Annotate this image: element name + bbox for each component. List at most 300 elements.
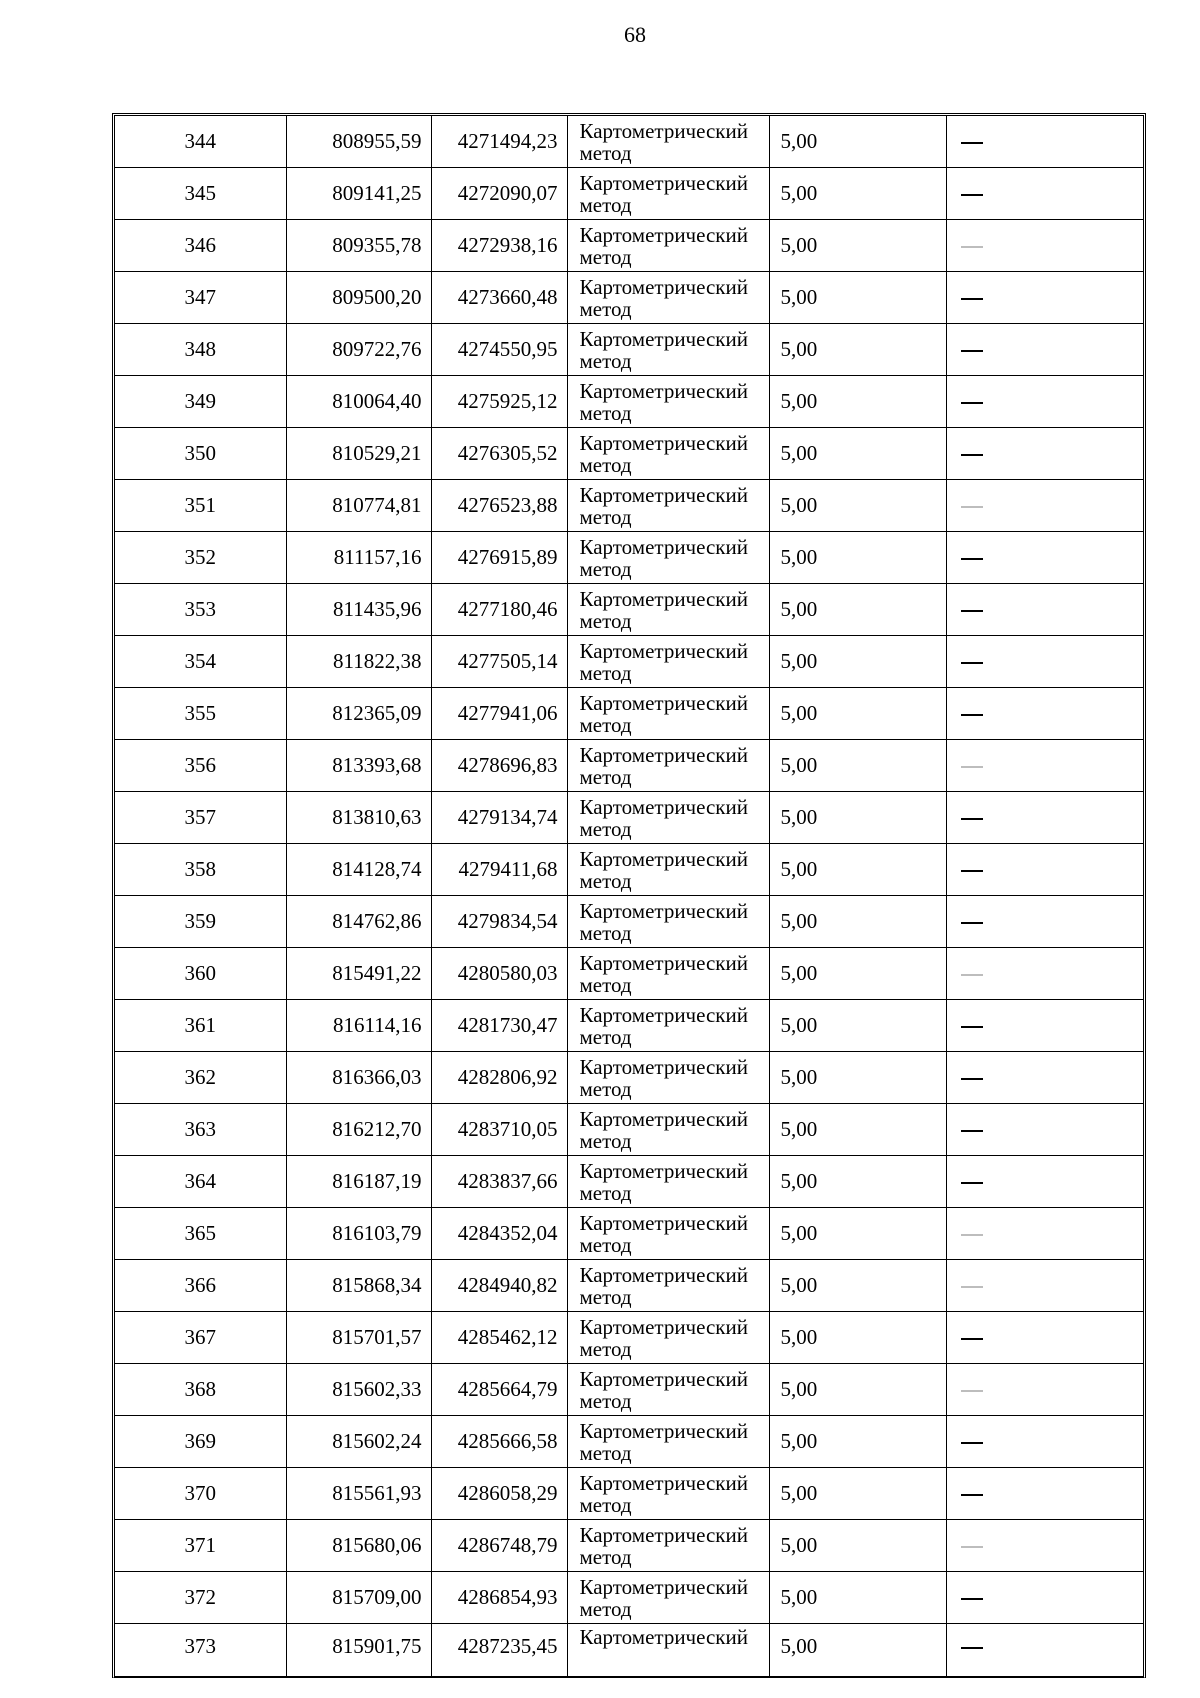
method-line-2: метод bbox=[579, 1180, 632, 1205]
y-coordinate-cell: 4287235,45 bbox=[431, 1624, 567, 1677]
dash-mark bbox=[961, 974, 983, 976]
accuracy-cell: 5,00 bbox=[769, 1520, 946, 1572]
point-number-cell: 353 bbox=[115, 584, 286, 636]
method-line-1: Картометрический bbox=[579, 1054, 748, 1079]
method-line-2: метод bbox=[579, 1128, 632, 1153]
table-row bbox=[115, 1520, 1143, 1572]
x-coordinate-cell: 815709,00 bbox=[286, 1572, 431, 1624]
dash-mark bbox=[961, 558, 983, 560]
note-cell bbox=[946, 1520, 1143, 1572]
note-cell bbox=[946, 1312, 1143, 1364]
method-line-1: Картометрический bbox=[579, 118, 748, 143]
table-row bbox=[115, 792, 1143, 844]
point-number-cell: 352 bbox=[115, 532, 286, 584]
method-line-1: Картометрический bbox=[579, 950, 748, 975]
dash-mark bbox=[961, 1390, 983, 1392]
dash-mark bbox=[961, 298, 983, 300]
table-row bbox=[115, 1468, 1143, 1520]
dash-mark bbox=[961, 1182, 983, 1184]
dash-mark bbox=[961, 610, 983, 612]
method-cell bbox=[567, 1208, 769, 1260]
point-number-cell: 359 bbox=[115, 896, 286, 948]
x-coordinate-cell: 808955,59 bbox=[286, 116, 431, 168]
point-number-cell: 348 bbox=[115, 324, 286, 376]
method-line-1: Картометрический bbox=[579, 1210, 748, 1235]
table-row bbox=[115, 1156, 1143, 1208]
y-coordinate-cell: 4276915,89 bbox=[431, 532, 567, 584]
dash-mark bbox=[961, 766, 983, 768]
method-cell bbox=[567, 1312, 769, 1364]
dash-mark bbox=[961, 1234, 983, 1236]
accuracy-cell: 5,00 bbox=[769, 844, 946, 896]
y-coordinate-cell: 4286058,29 bbox=[431, 1468, 567, 1520]
x-coordinate-cell: 815491,22 bbox=[286, 948, 431, 1000]
method-cell bbox=[567, 1364, 769, 1416]
method-line-1: Картометрический bbox=[579, 534, 748, 559]
point-number-cell: 357 bbox=[115, 792, 286, 844]
accuracy-cell: 5,00 bbox=[769, 272, 946, 324]
point-number-cell: 346 bbox=[115, 220, 286, 272]
note-cell bbox=[946, 1000, 1143, 1052]
dash-mark bbox=[961, 714, 983, 716]
point-number-cell: 370 bbox=[115, 1468, 286, 1520]
accuracy-cell: 5,00 bbox=[769, 896, 946, 948]
x-coordinate-cell: 815701,57 bbox=[286, 1312, 431, 1364]
note-cell bbox=[946, 168, 1143, 220]
note-cell bbox=[946, 480, 1143, 532]
x-coordinate-cell: 811822,38 bbox=[286, 636, 431, 688]
method-cell bbox=[567, 272, 769, 324]
x-coordinate-cell: 815901,75 bbox=[286, 1624, 431, 1677]
y-coordinate-cell: 4278696,83 bbox=[431, 740, 567, 792]
note-cell bbox=[946, 584, 1143, 636]
method-line-2: метод bbox=[579, 1024, 632, 1049]
y-coordinate-cell: 4277180,46 bbox=[431, 584, 567, 636]
accuracy-cell: 5,00 bbox=[769, 792, 946, 844]
y-coordinate-cell: 4285462,12 bbox=[431, 1312, 567, 1364]
dash-mark bbox=[961, 870, 983, 872]
point-number-cell: 366 bbox=[115, 1260, 286, 1312]
accuracy-cell: 5,00 bbox=[769, 1624, 946, 1677]
dash-mark bbox=[961, 350, 983, 352]
dash-mark bbox=[961, 1494, 983, 1496]
y-coordinate-cell: 4273660,48 bbox=[431, 272, 567, 324]
table-row bbox=[115, 272, 1143, 324]
accuracy-cell: 5,00 bbox=[769, 480, 946, 532]
method-line-2: метод bbox=[579, 452, 632, 477]
x-coordinate-cell: 815602,33 bbox=[286, 1364, 431, 1416]
x-coordinate-cell: 816103,79 bbox=[286, 1208, 431, 1260]
x-coordinate-cell: 810529,21 bbox=[286, 428, 431, 480]
method-line-2: метод bbox=[579, 1440, 632, 1465]
accuracy-cell: 5,00 bbox=[769, 1364, 946, 1416]
method-cell bbox=[567, 792, 769, 844]
method-line-2: метод bbox=[579, 296, 632, 321]
method-line-2: метод bbox=[579, 712, 632, 737]
y-coordinate-cell: 4275925,12 bbox=[431, 376, 567, 428]
y-coordinate-cell: 4279834,54 bbox=[431, 896, 567, 948]
method-line-1: Картометрический bbox=[579, 1262, 748, 1287]
note-cell bbox=[946, 376, 1143, 428]
method-cell bbox=[567, 532, 769, 584]
method-line-2: метод bbox=[579, 1336, 632, 1361]
note-cell bbox=[946, 116, 1143, 168]
dash-mark bbox=[961, 662, 983, 664]
note-cell bbox=[946, 1052, 1143, 1104]
dash-mark bbox=[961, 194, 983, 196]
method-line-1: Картометрический bbox=[579, 326, 748, 351]
method-line-2: метод bbox=[579, 192, 632, 217]
method-line-2: метод bbox=[579, 504, 632, 529]
accuracy-cell: 5,00 bbox=[769, 168, 946, 220]
table-row bbox=[115, 688, 1143, 740]
method-cell bbox=[567, 220, 769, 272]
note-cell bbox=[946, 1156, 1143, 1208]
method-line-2: метод bbox=[579, 140, 632, 165]
accuracy-cell: 5,00 bbox=[769, 324, 946, 376]
dash-mark bbox=[961, 1130, 983, 1132]
method-line-1: Картометрический bbox=[579, 274, 748, 299]
point-number-cell: 360 bbox=[115, 948, 286, 1000]
table-row bbox=[115, 1104, 1143, 1156]
method-cell bbox=[567, 116, 769, 168]
note-cell bbox=[946, 688, 1143, 740]
x-coordinate-cell: 815868,34 bbox=[286, 1260, 431, 1312]
y-coordinate-cell: 4285664,79 bbox=[431, 1364, 567, 1416]
accuracy-cell: 5,00 bbox=[769, 1156, 946, 1208]
note-cell bbox=[946, 1208, 1143, 1260]
point-number-cell: 355 bbox=[115, 688, 286, 740]
coordinates-table bbox=[115, 116, 1143, 1677]
point-number-cell: 373 bbox=[115, 1624, 286, 1677]
x-coordinate-cell: 812365,09 bbox=[286, 688, 431, 740]
note-cell bbox=[946, 844, 1143, 896]
method-line-1: Картометрический bbox=[579, 1106, 748, 1131]
y-coordinate-cell: 4277941,06 bbox=[431, 688, 567, 740]
table-row bbox=[115, 1364, 1143, 1416]
table-row bbox=[115, 1572, 1143, 1624]
dash-mark bbox=[961, 1546, 983, 1548]
accuracy-cell: 5,00 bbox=[769, 1572, 946, 1624]
x-coordinate-cell: 815602,24 bbox=[286, 1416, 431, 1468]
accuracy-cell: 5,00 bbox=[769, 1208, 946, 1260]
note-cell bbox=[946, 532, 1143, 584]
y-coordinate-cell: 4272938,16 bbox=[431, 220, 567, 272]
y-coordinate-cell: 4284940,82 bbox=[431, 1260, 567, 1312]
method-line-1: Картометрический bbox=[579, 1574, 748, 1599]
method-line-2: метод bbox=[579, 1388, 632, 1413]
method-cell bbox=[567, 1468, 769, 1520]
table-row bbox=[115, 1208, 1143, 1260]
x-coordinate-cell: 816212,70 bbox=[286, 1104, 431, 1156]
method-cell bbox=[567, 1624, 769, 1677]
method-cell bbox=[567, 480, 769, 532]
point-number-cell: 363 bbox=[115, 1104, 286, 1156]
table-row bbox=[115, 324, 1143, 376]
dash-mark bbox=[961, 922, 983, 924]
method-cell bbox=[567, 1416, 769, 1468]
table-row bbox=[115, 376, 1143, 428]
x-coordinate-cell: 816187,19 bbox=[286, 1156, 431, 1208]
x-coordinate-cell: 815680,06 bbox=[286, 1520, 431, 1572]
point-number-cell: 356 bbox=[115, 740, 286, 792]
accuracy-cell: 5,00 bbox=[769, 1000, 946, 1052]
dash-mark bbox=[961, 1338, 983, 1340]
table-row bbox=[115, 428, 1143, 480]
x-coordinate-cell: 809141,25 bbox=[286, 168, 431, 220]
y-coordinate-cell: 4271494,23 bbox=[431, 116, 567, 168]
method-line-1: Картометрический bbox=[579, 846, 748, 871]
dash-mark bbox=[961, 1442, 983, 1444]
point-number-cell: 361 bbox=[115, 1000, 286, 1052]
method-line-2: метод bbox=[579, 244, 632, 269]
y-coordinate-cell: 4279411,68 bbox=[431, 844, 567, 896]
y-coordinate-cell: 4277505,14 bbox=[431, 636, 567, 688]
method-line-1: Картометрический bbox=[579, 690, 748, 715]
accuracy-cell: 5,00 bbox=[769, 948, 946, 1000]
method-line-2: метод bbox=[579, 816, 632, 841]
method-line-1: Картометрический bbox=[579, 482, 748, 507]
table-row bbox=[115, 896, 1143, 948]
x-coordinate-cell: 811435,96 bbox=[286, 584, 431, 636]
dash-mark bbox=[961, 1647, 983, 1649]
method-line-1: Картометрический bbox=[579, 1366, 748, 1391]
dash-mark bbox=[961, 246, 983, 248]
method-line-2: метод bbox=[579, 1232, 632, 1257]
method-cell bbox=[567, 844, 769, 896]
x-coordinate-cell: 814128,74 bbox=[286, 844, 431, 896]
note-cell bbox=[946, 1572, 1143, 1624]
y-coordinate-cell: 4283710,05 bbox=[431, 1104, 567, 1156]
method-cell bbox=[567, 376, 769, 428]
note-cell bbox=[946, 1624, 1143, 1677]
point-number-cell: 362 bbox=[115, 1052, 286, 1104]
dash-mark bbox=[961, 1598, 983, 1600]
coordinates-table-frame bbox=[112, 113, 1146, 1678]
method-line-2: метод bbox=[579, 660, 632, 685]
method-line-2: метод bbox=[579, 1076, 632, 1101]
table-row bbox=[115, 480, 1143, 532]
method-cell bbox=[567, 948, 769, 1000]
method-line-2: метод bbox=[579, 608, 632, 633]
method-line-1: Картометрический bbox=[579, 1522, 748, 1547]
method-line-1: Картометрический bbox=[579, 430, 748, 455]
method-line-1: Картометрический bbox=[579, 1625, 748, 1649]
y-coordinate-cell: 4283837,66 bbox=[431, 1156, 567, 1208]
table-row bbox=[115, 1312, 1143, 1364]
y-coordinate-cell: 4285666,58 bbox=[431, 1416, 567, 1468]
accuracy-cell: 5,00 bbox=[769, 584, 946, 636]
table-row bbox=[115, 584, 1143, 636]
table-body bbox=[115, 116, 1143, 1677]
point-number-cell: 372 bbox=[115, 1572, 286, 1624]
method-cell bbox=[567, 1572, 769, 1624]
note-cell bbox=[946, 1468, 1143, 1520]
accuracy-cell: 5,00 bbox=[769, 636, 946, 688]
table-row bbox=[115, 532, 1143, 584]
table-row bbox=[115, 1416, 1143, 1468]
x-coordinate-cell: 809500,20 bbox=[286, 272, 431, 324]
x-coordinate-cell: 814762,86 bbox=[286, 896, 431, 948]
table-row bbox=[115, 740, 1143, 792]
table-row bbox=[115, 948, 1143, 1000]
method-line-2: метод bbox=[579, 1596, 632, 1621]
dash-mark bbox=[961, 818, 983, 820]
dash-mark bbox=[961, 454, 983, 456]
y-coordinate-cell: 4286748,79 bbox=[431, 1520, 567, 1572]
point-number-cell: 345 bbox=[115, 168, 286, 220]
method-line-2: метод bbox=[579, 348, 632, 373]
point-number-cell: 351 bbox=[115, 480, 286, 532]
point-number-cell: 368 bbox=[115, 1364, 286, 1416]
point-number-cell: 349 bbox=[115, 376, 286, 428]
accuracy-cell: 5,00 bbox=[769, 1260, 946, 1312]
table-row bbox=[115, 1000, 1143, 1052]
method-line-1: Картометрический bbox=[579, 1002, 748, 1027]
accuracy-cell: 5,00 bbox=[769, 220, 946, 272]
note-cell bbox=[946, 896, 1143, 948]
x-coordinate-cell: 810064,40 bbox=[286, 376, 431, 428]
y-coordinate-cell: 4276523,88 bbox=[431, 480, 567, 532]
method-cell bbox=[567, 584, 769, 636]
note-cell bbox=[946, 948, 1143, 1000]
x-coordinate-cell: 815561,93 bbox=[286, 1468, 431, 1520]
x-coordinate-cell: 811157,16 bbox=[286, 532, 431, 584]
accuracy-cell: 5,00 bbox=[769, 116, 946, 168]
method-line-1: Картометрический bbox=[579, 170, 748, 195]
note-cell bbox=[946, 220, 1143, 272]
y-coordinate-cell: 4279134,74 bbox=[431, 792, 567, 844]
method-line-1: Картометрический bbox=[579, 222, 748, 247]
dash-mark bbox=[961, 402, 983, 404]
note-cell bbox=[946, 740, 1143, 792]
table-row bbox=[115, 844, 1143, 896]
x-coordinate-cell: 809722,76 bbox=[286, 324, 431, 376]
method-line-1: Картометрический bbox=[579, 898, 748, 923]
note-cell bbox=[946, 636, 1143, 688]
accuracy-cell: 5,00 bbox=[769, 428, 946, 480]
method-cell bbox=[567, 1520, 769, 1572]
note-cell bbox=[946, 1260, 1143, 1312]
table-row bbox=[115, 168, 1143, 220]
x-coordinate-cell: 816366,03 bbox=[286, 1052, 431, 1104]
note-cell bbox=[946, 272, 1143, 324]
method-cell bbox=[567, 324, 769, 376]
accuracy-cell: 5,00 bbox=[769, 1052, 946, 1104]
table-row bbox=[115, 220, 1143, 272]
note-cell bbox=[946, 792, 1143, 844]
point-number-cell: 367 bbox=[115, 1312, 286, 1364]
y-coordinate-cell: 4274550,95 bbox=[431, 324, 567, 376]
x-coordinate-cell: 809355,78 bbox=[286, 220, 431, 272]
method-cell bbox=[567, 428, 769, 480]
accuracy-cell: 5,00 bbox=[769, 1104, 946, 1156]
table-row bbox=[115, 1052, 1143, 1104]
method-cell bbox=[567, 1052, 769, 1104]
point-number-cell: 369 bbox=[115, 1416, 286, 1468]
dash-mark bbox=[961, 1286, 983, 1288]
table-row bbox=[115, 1624, 1143, 1677]
method-line-1: Картометрический bbox=[579, 586, 748, 611]
point-number-cell: 347 bbox=[115, 272, 286, 324]
table-row bbox=[115, 636, 1143, 688]
x-coordinate-cell: 810774,81 bbox=[286, 480, 431, 532]
note-cell bbox=[946, 1364, 1143, 1416]
method-cell bbox=[567, 636, 769, 688]
y-coordinate-cell: 4272090,07 bbox=[431, 168, 567, 220]
x-coordinate-cell: 813810,63 bbox=[286, 792, 431, 844]
method-cell bbox=[567, 896, 769, 948]
point-number-cell: 354 bbox=[115, 636, 286, 688]
note-cell bbox=[946, 1416, 1143, 1468]
method-line-1: Картометрический bbox=[579, 1470, 748, 1495]
method-cell bbox=[567, 1156, 769, 1208]
y-coordinate-cell: 4284352,04 bbox=[431, 1208, 567, 1260]
method-line-2: метод bbox=[579, 920, 632, 945]
method-cell bbox=[567, 1000, 769, 1052]
accuracy-cell: 5,00 bbox=[769, 740, 946, 792]
table-row bbox=[115, 1260, 1143, 1312]
method-line-1: Картометрический bbox=[579, 1158, 748, 1183]
accuracy-cell: 5,00 bbox=[769, 1468, 946, 1520]
y-coordinate-cell: 4286854,93 bbox=[431, 1572, 567, 1624]
method-line-2: метод bbox=[579, 400, 632, 425]
method-line-1: Картометрический bbox=[579, 638, 748, 663]
method-line-2: метод bbox=[579, 868, 632, 893]
dash-mark bbox=[961, 1026, 983, 1028]
method-cell bbox=[567, 740, 769, 792]
method-line-2: метод bbox=[579, 972, 632, 997]
dash-mark bbox=[961, 142, 983, 144]
method-cell bbox=[567, 688, 769, 740]
method-line-1: Картометрический bbox=[579, 378, 748, 403]
point-number-cell: 364 bbox=[115, 1156, 286, 1208]
method-line-2: метод bbox=[579, 556, 632, 581]
dash-mark bbox=[961, 506, 983, 508]
page-number: 68 bbox=[624, 22, 646, 47]
accuracy-cell: 5,00 bbox=[769, 688, 946, 740]
accuracy-cell: 5,00 bbox=[769, 532, 946, 584]
point-number-cell: 371 bbox=[115, 1520, 286, 1572]
method-line-1: Картометрический bbox=[579, 1314, 748, 1339]
y-coordinate-cell: 4276305,52 bbox=[431, 428, 567, 480]
method-line-2: метод bbox=[579, 1544, 632, 1569]
note-cell bbox=[946, 324, 1143, 376]
point-number-cell: 344 bbox=[115, 116, 286, 168]
y-coordinate-cell: 4282806,92 bbox=[431, 1052, 567, 1104]
method-line-1: Картометрический bbox=[579, 742, 748, 767]
method-line-2: метод bbox=[579, 1284, 632, 1309]
note-cell bbox=[946, 428, 1143, 480]
method-line-1: Картометрический bbox=[579, 794, 748, 819]
x-coordinate-cell: 816114,16 bbox=[286, 1000, 431, 1052]
table-row bbox=[115, 116, 1143, 168]
method-cell bbox=[567, 168, 769, 220]
method-line-2: метод bbox=[579, 1492, 632, 1517]
y-coordinate-cell: 4281730,47 bbox=[431, 1000, 567, 1052]
accuracy-cell: 5,00 bbox=[769, 1416, 946, 1468]
accuracy-cell: 5,00 bbox=[769, 376, 946, 428]
dash-mark bbox=[961, 1078, 983, 1080]
method-cell bbox=[567, 1260, 769, 1312]
point-number-cell: 350 bbox=[115, 428, 286, 480]
point-number-cell: 358 bbox=[115, 844, 286, 896]
accuracy-cell: 5,00 bbox=[769, 1312, 946, 1364]
method-line-2: метод bbox=[579, 764, 632, 789]
x-coordinate-cell: 813393,68 bbox=[286, 740, 431, 792]
method-line-1: Картометрический bbox=[579, 1418, 748, 1443]
method-cell bbox=[567, 1104, 769, 1156]
